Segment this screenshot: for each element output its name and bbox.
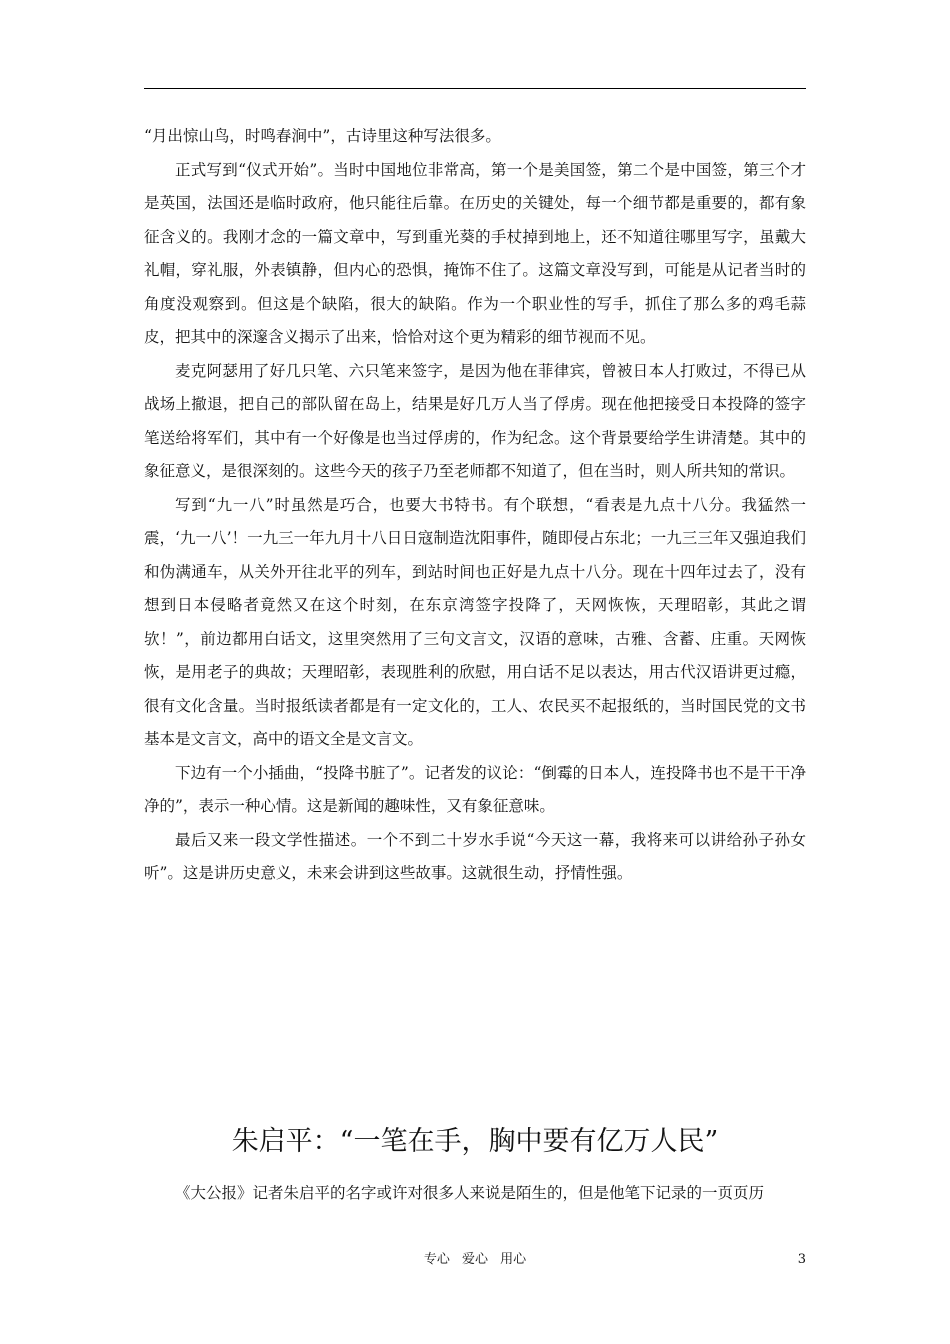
paragraph-3: 麦克阿瑟用了好几只笔、六只笔来签字，是因为他在菲律宾，曾被日本人打败过，不得已从战场上撤退，把自己的部队留在岛上，结果是好几万人当了俘虏。现在他把接受日本投降的签字笔送给将军们，其中有一个好像是也当过俘虏的，作为纪念。这个背景要给学生讲清楚。其中的象征意义，是很深刻的。这些今天的孩子乃至老师都不知道了，但在当时，则人所共知的常识。 [144,361,806,480]
paragraph-5: 下边有一个小插曲，“投降书脏了”。记者发的议论：“倒霉的日本人，连投降书也不是干干净净的”，表示一种心情。这是新闻的趣味性，又有象征意味。 [144,763,806,815]
article-lead: 《大公报》记者朱启平的名字或许对很多人来说是陌生的，但是他笔下记录的一页页历 [175,1184,765,1202]
paragraph-6: 最后又来一段文学性描述。一个不到二十岁水手说“今天这一幕，我将来可以讲给孙子孙女听”。这是讲历史意义，未来会讲到这些故事。这就很生动，抒情性强。 [144,830,806,882]
paragraph-1: “月出惊山鸟，时鸣春涧中”，古诗里这种写法很多。 [144,127,501,145]
header-rule [144,88,806,89]
page-number: 3 [797,1252,806,1267]
article-title: 朱启平：“一笔在手，胸中要有亿万人民” [231,1126,719,1157]
paragraph-2: 正式写到“仪式开始”。当时中国地位非常高，第一个是美国签，第二个是中国签，第三个才是英国，法国还是临时政府，他只能往后靠。在历史的关键处，每一个细节都是重要的，都有象征含义的。我刚才念的一篇文章中，写到重光葵的手杖掉到地上，还不知道往哪里写字，虽戴大礼帽，穿礼服，外表镇静，但内心的恐惧，掩饰不住了。这篇文章没写到，可能是从记者当时的角度没观察到。但这是个缺陷，很大的缺陷。作为一个职业性的写手，抓住了那么多的鸡毛蒜皮，把其中的深邃含义揭示了出来，恰恰对这个更为精彩的细节视而不见。 [144,160,806,346]
paragraph-4: 写到“九一八”时虽然是巧合，也要大书特书。有个联想，“看表是九点十八分。我猛然一震，‘九一八’！一九三一年九月十八日日寇制造沈阳事件，随即侵占东北；一九三三年又强迫我们和伪满通车，从关外开往北平的列车，到站时间也正好是九点十八分。现在十四年过去了，没有想到日本侵略者竟然又在这个时刻，在东京湾签字投降了，天网恢恢，天理昭彰，其此之谓欤！”，前边都用白话文，这里突然用了三句文言文，汉语的意味，古雅、含蓄、庄重。天网恢恢，是用老子的典故；天理昭彰，表现胜利的欣慰，用白话不足以表达，用古代汉语讲更过瘾，很有文化含量。当时报纸读者都是有一定文化的，工人、农民买不起报纸的，当时国民党的文书基本是文言文，高中的语文全是文言文。 [144,495,806,748]
footer-slogan: 专心 爱心 用心 [423,1252,527,1267]
body-text [144,120,806,891]
